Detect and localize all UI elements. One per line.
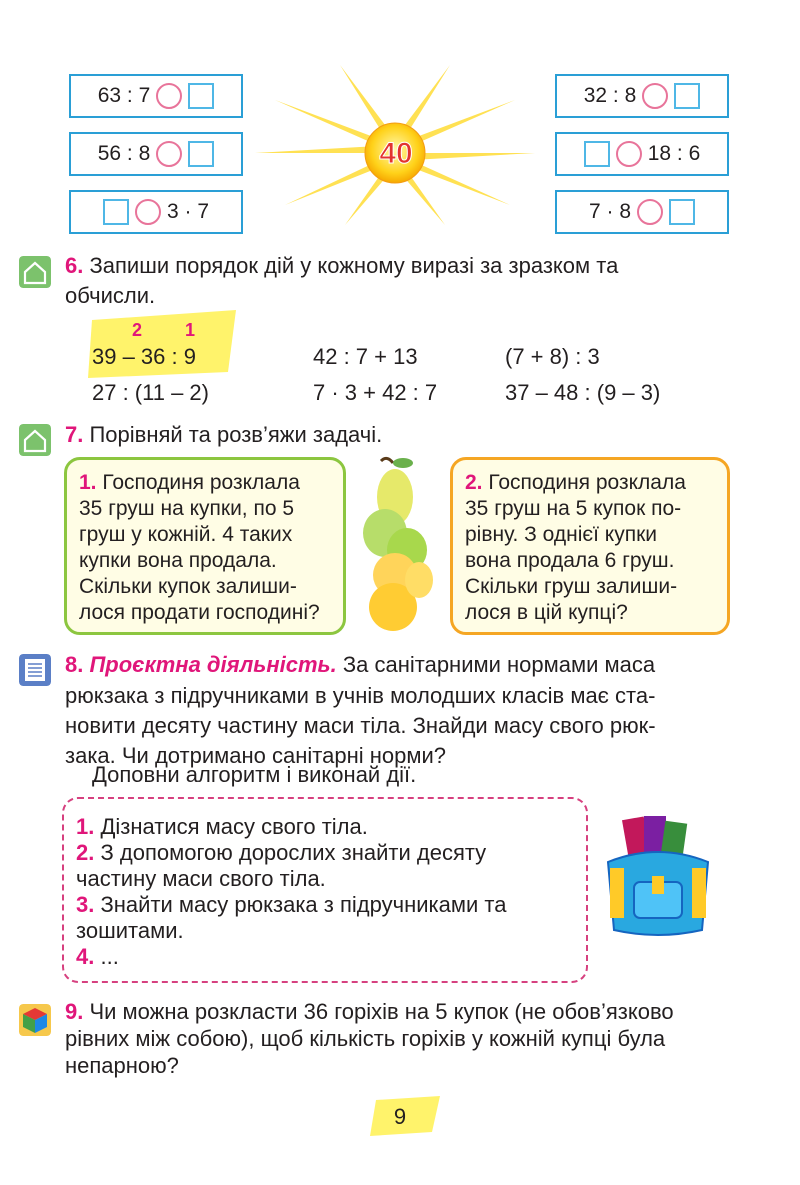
order-mark-1: 1 [185,320,196,340]
task9-line2: рівних між собою), щоб кількість горіхів у кожній купці була [65,1026,666,1051]
example-box [69,132,243,176]
example-expression: 56 : 8 [97,142,151,165]
compare-circle[interactable] [637,199,663,225]
task8-text [65,650,730,680]
order-mark-2: 2 [132,320,143,340]
sun-number: 40 [379,137,413,170]
task8-line3: новити десяту частину маси тіла. Знайди масу свого рюк- [65,713,656,738]
example-box [69,190,243,234]
task-number: 8. [65,652,84,677]
example-expression: 18 : 6 [647,142,701,165]
expression: 42 : 7 + 13 [313,344,418,369]
task-number: 7. [65,422,84,447]
expression: (7 + 8) : 3 [505,344,600,369]
cube-puzzle-icon [19,1004,51,1036]
notebook-icon [19,654,51,686]
task9-line3: непарною? [65,1053,179,1078]
problem-line: 35 груш на купки, по 5 [79,497,295,520]
example-expression: 3 · 7 [166,200,210,223]
problem-card-1 [64,457,346,635]
compare-circle[interactable] [642,83,668,109]
task-number: 6. [65,253,84,278]
answer-square[interactable] [188,141,214,167]
house-icon [19,256,51,288]
problem-card-2 [450,457,730,635]
problem-line: груш у кожній. 4 таких [79,523,293,546]
problem-line: купки вона продала. [79,549,277,572]
answer-square[interactable] [669,199,695,225]
answer-square[interactable] [103,199,129,225]
compare-circle[interactable] [156,141,182,167]
page-number: 9 [393,1104,407,1129]
task9-line1: Чи можна розкласти 36 горіхів на 5 купок (не обов’язково [89,999,674,1024]
algorithm-step: 1. Дізнатися масу свого тіла. [76,814,368,839]
task8-title: Проєктна діяльність. [89,652,337,677]
example-box [555,132,729,176]
pears-illustration [355,455,440,635]
task8-line5: Доповни алгоритм і виконай дії. [92,762,417,787]
problem-line: лося продати господині? [79,601,320,624]
expression: 37 – 48 : (9 – 3) [505,380,661,405]
algorithm-step: 3. Знайти масу рюкзака з підручниками та [76,892,507,917]
answer-square[interactable] [188,83,214,109]
problem-line: лося в цій купці? [465,601,628,624]
problem-number: 2. [465,471,483,494]
algorithm-step: 4. ... [76,944,119,969]
expression: 39 – 36 : 9 [92,344,196,369]
task8-line2: рюкзака з підручниками в учнів молодших класів має ста- [65,683,656,708]
answer-square[interactable] [584,141,610,167]
example-expression: 32 : 8 [583,84,637,107]
compare-circle[interactable] [616,141,642,167]
example-box [555,190,729,234]
example-expression: 63 : 7 [97,84,151,107]
task6-text [65,251,730,311]
problem-line: 35 груш на 5 купок по- [465,497,682,520]
problem-line: Скільки груш залиши- [465,575,678,598]
answer-square[interactable] [674,83,700,109]
task9-text [65,997,674,1027]
example-box [69,74,243,118]
algorithm-step: 2. З допомогою дорослих знайти десяту [76,840,487,865]
example-expression: 7 · 8 [588,200,632,223]
problem-number: 1. [79,471,97,494]
task8-line1: За санітарними нормами маса [342,652,656,677]
expression: 7 · 3 + 42 : 7 [313,380,438,405]
expression: 27 : (11 – 2) [92,380,209,405]
problem-line: Господиня розклала [488,471,686,494]
task7-line: Порівняй та розв’яжи задачі. [89,422,383,447]
task6-line1: Запиши порядок дій у кожному виразі за зразком та [89,253,619,278]
compare-circle[interactable] [156,83,182,109]
task-number: 9. [65,999,84,1024]
house-icon [19,424,51,456]
problem-line: Господиня розклала [102,471,300,494]
compare-circle[interactable] [135,199,161,225]
backpack-illustration [598,812,718,942]
problem-line: Скільки купок залиши- [79,575,297,598]
algorithm-step-cont: зошитами. [76,918,184,943]
task6-line2: обчисли. [65,283,156,308]
task8-line4: зака. Чи дотримано санітарні норми? [65,743,446,768]
task7-text [65,420,382,450]
problem-line: рівну. З однієї купки [465,523,658,546]
problem-line: вона продала 6 груш. [465,549,675,572]
example-box [555,74,729,118]
algorithm-step-cont: частину маси свого тіла. [76,866,326,891]
